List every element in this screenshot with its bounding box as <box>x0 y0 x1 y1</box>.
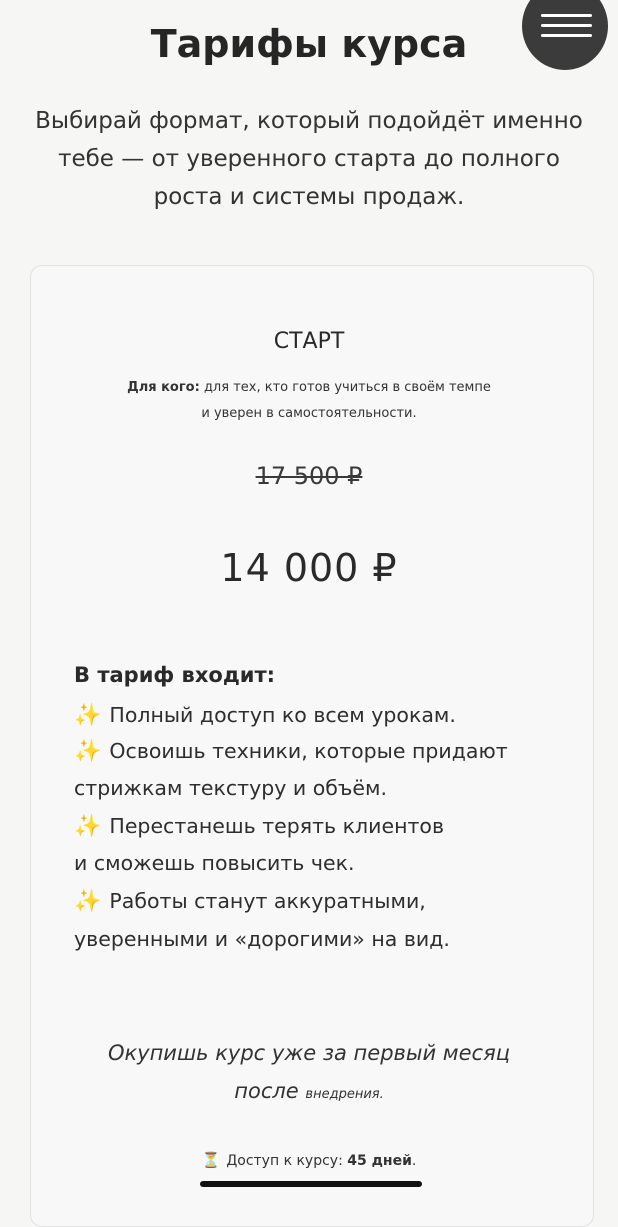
page-title: Тарифы курса <box>150 22 468 66</box>
sparkle-icon: ✨ <box>74 814 102 839</box>
sparkle-icon: ✨ <box>74 889 102 914</box>
payback-note <box>0 1034 618 1114</box>
sparkle-icon: ✨ <box>74 739 102 764</box>
access-value: 45 дней <box>347 1153 412 1169</box>
feature-item-continuation: стрижкам текстуру и объём. <box>74 776 387 800</box>
intro-text <box>20 102 598 216</box>
feature-item: ✨ Перестанешь терять клиентов <box>74 814 445 839</box>
home-indicator[interactable] <box>200 1181 422 1187</box>
menu-icon-bar <box>541 14 592 17</box>
audience-text-line2: и уверен в самостоятельности. <box>201 406 417 421</box>
audience-label: Для кого: <box>127 380 200 395</box>
audience-text-line1: для тех, кто готов учиться в своём темпе <box>203 380 491 395</box>
old-price: 17 500 ₽ <box>255 462 363 490</box>
access-duration: ⏳ Доступ к курсу: 45 дней. <box>201 1151 417 1169</box>
current-price: 14 000 ₽ <box>220 546 398 590</box>
access-label: Доступ к курсу: <box>226 1153 343 1169</box>
feature-item-continuation: уверенными и «дорогими» на вид. <box>74 927 450 951</box>
payback-line2: после <box>234 1079 299 1103</box>
features-title: В тариф входит: <box>74 663 276 687</box>
feature-item: ✨ Работы станут аккуратными, <box>74 889 426 914</box>
hourglass-icon: ⏳ <box>201 1151 221 1169</box>
feature-item: ✨ Полный доступ ко всем урокам. <box>74 703 456 728</box>
plan-name: СТАРТ <box>273 329 345 354</box>
feature-item: ✨ Освоишь техники, которые придают <box>74 739 508 764</box>
intro-line: тебе — от уверенного старта до полного <box>58 146 560 172</box>
payback-line1: Окупишь курс уже за первый месяц <box>107 1041 511 1065</box>
feature-item-continuation: и сможешь повысить чек. <box>74 851 355 875</box>
plan-audience <box>0 375 618 427</box>
intro-line: Выбирай формат, который подойдёт именно <box>35 108 583 134</box>
sparkle-icon: ✨ <box>74 703 102 728</box>
payback-small: внедрения. <box>305 1087 384 1102</box>
intro-line: роста и системы продаж. <box>153 184 465 210</box>
